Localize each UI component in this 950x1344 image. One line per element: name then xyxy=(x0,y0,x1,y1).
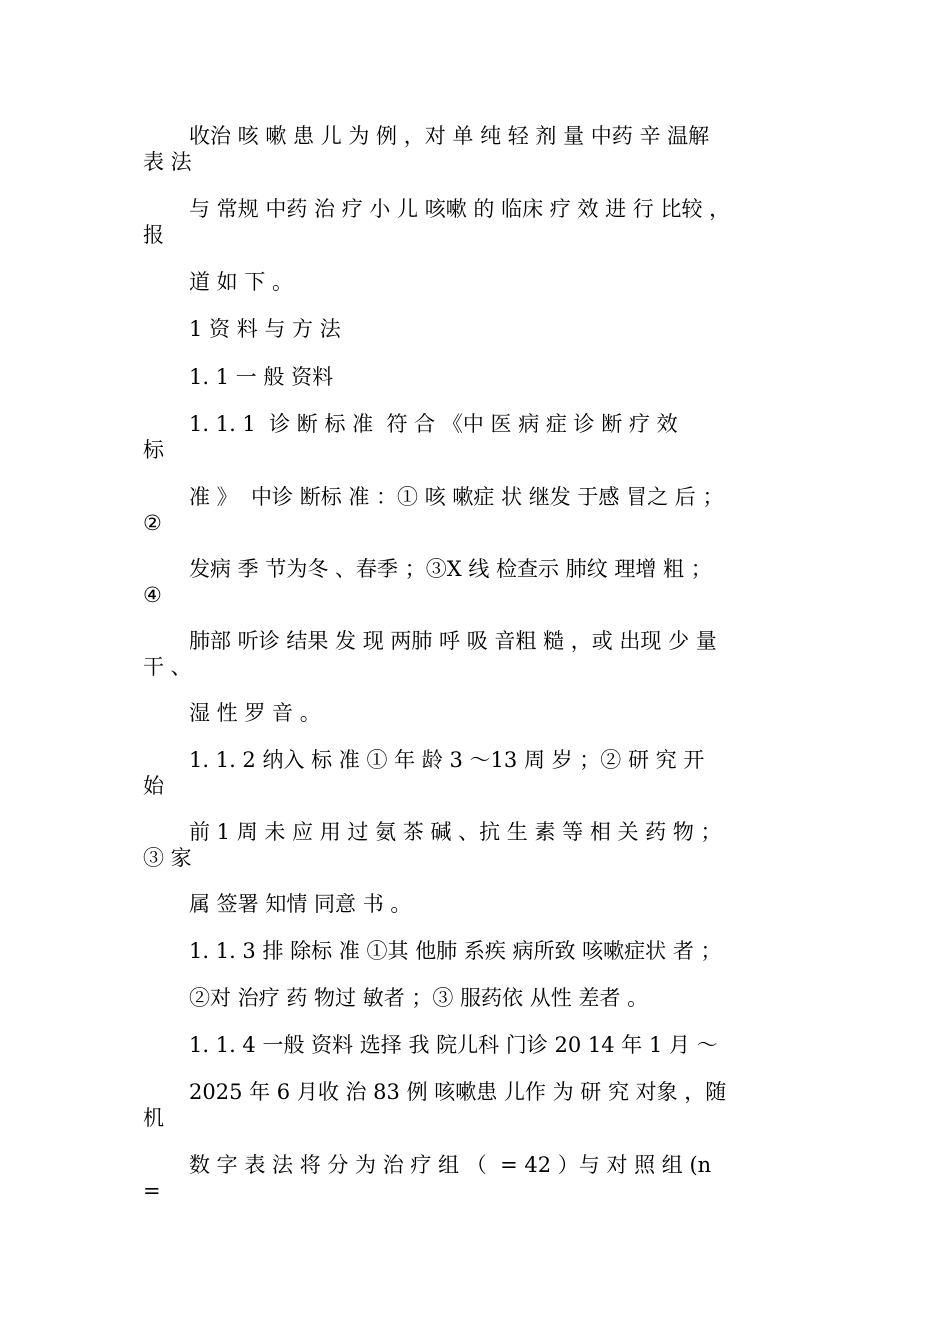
paragraph-line: 收治 咳 嗽 患 儿 为 例 ，对 单 纯 轻 剂 量 中药 辛 温解 xyxy=(189,124,710,148)
paragraph-line: ②对 治疗 药 物过 敏者 ；③ 服药依 从性 差者 。 xyxy=(189,986,649,1010)
paragraph-line: 2025 年 6 月收 治 83 例 咳嗽患 儿作 为 研 究 对象 ，随 xyxy=(189,1080,727,1104)
paragraph-line: 数 字 表 法 将 分 为 治 疗 组 （ = 42 ）与 对 照 组 (n xyxy=(189,1153,712,1177)
paragraph-line: 属 签署 知情 同意 书 。 xyxy=(189,892,412,916)
paragraph-wrap: 干 、 xyxy=(143,655,192,679)
paragraph-wrap: 表 法 xyxy=(143,150,192,174)
subsection-heading: 1. 1 一 般 资料 xyxy=(189,365,334,389)
paragraph-line: 湿 性 罗 音 。 xyxy=(189,701,321,725)
paragraph-line: 1. 1. 1 诊 断 标 准 符 合 《中 医 病 症 诊 断 疗 效 xyxy=(189,412,678,436)
paragraph-line: 1. 1. 2 纳入 标 准 ① 年 龄 3 ～13 周 岁 ；② 研 究 开 xyxy=(189,748,705,772)
paragraph-wrap: = xyxy=(143,1179,161,1203)
paragraph-line: 前 1 周 未 应 用 过 氨 茶 碱 、抗 生 素 等 相 关 药 物 ； xyxy=(189,820,722,844)
paragraph-wrap: 始 xyxy=(143,774,164,798)
paragraph-wrap: 机 xyxy=(143,1106,164,1130)
paragraph-wrap: ② xyxy=(143,511,162,535)
paragraph-wrap: ③ 家 xyxy=(143,846,192,870)
paragraph-wrap: 报 xyxy=(143,223,164,247)
paragraph-line: 1. 1. 4 一般 资料 选择 我 院儿科 门诊 20 14 年 1 月 ～ xyxy=(189,1033,718,1057)
paragraph-line: 肺部 听诊 结果 发 现 两肺 呼 吸 音粗 糙 ，或 出现 少 量 xyxy=(189,629,717,653)
paragraph-line: 道 如 下 。 xyxy=(189,270,294,294)
paragraph-line: 准 》 中诊 断标 准 ：① 咳 嗽症 状 继发 于感 冒之 后 ； xyxy=(189,485,724,509)
paragraph-line: 发病 季 节为冬 、春季 ；③X 线 检查示 肺纹 理增 粗 ； xyxy=(189,557,712,581)
paragraph-wrap: ④ xyxy=(143,583,162,607)
paragraph-line: 1. 1. 3 排 除标 准 ①其 他肺 系疾 病所致 咳嗽症状 者 ； xyxy=(189,939,722,963)
paragraph-line: 与 常规 中药 治 疗 小 儿 咳嗽 的 临床 疗 效 进 行 比较 ， xyxy=(189,197,731,221)
section-heading: 1 资 料 与 方 法 xyxy=(189,317,341,341)
paragraph-wrap: 标 xyxy=(143,438,164,462)
